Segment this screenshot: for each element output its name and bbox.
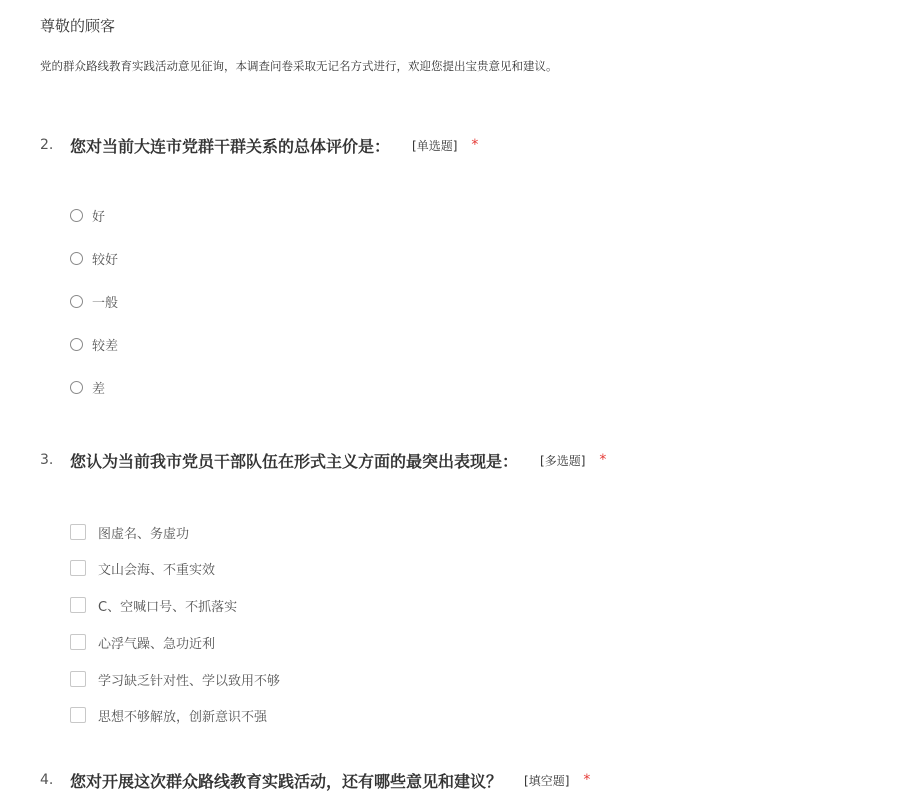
option-label: 图虚名、务虚功 xyxy=(98,526,190,542)
option-empty-slogans[interactable] xyxy=(70,596,237,614)
option-poor[interactable] xyxy=(70,378,105,396)
question-title: 您认为当前我市党员干部队伍在形式主义方面的最突出表现是： xyxy=(70,451,519,471)
question-type-badge: [单选题] xyxy=(412,138,458,153)
option-fairly-good[interactable] xyxy=(70,249,118,267)
question-number: 2. xyxy=(40,137,54,153)
checkbox[interactable] xyxy=(70,671,86,687)
option-fairly-poor[interactable] xyxy=(70,335,118,353)
question-title: 您对开展这次群众路线教育实践活动，还有哪些意见和建议？ xyxy=(70,771,503,791)
option-label: 心浮气躁、急功近利 xyxy=(98,636,216,652)
checkbox[interactable] xyxy=(70,707,86,723)
checkbox[interactable] xyxy=(70,634,86,650)
option-vain-fame[interactable] xyxy=(70,523,189,541)
radio-button[interactable] xyxy=(70,252,83,265)
option-label: 一般 xyxy=(92,295,119,311)
radio-button[interactable] xyxy=(70,209,83,222)
question-title: 您对当前大连市党群干群关系的总体评价是： xyxy=(70,136,391,156)
option-good[interactable] xyxy=(70,206,105,224)
option-label: 较好 xyxy=(92,252,119,268)
option-label: 文山会海、不重实效 xyxy=(98,562,216,578)
required-marker: * xyxy=(583,772,591,788)
radio-button[interactable] xyxy=(70,295,83,308)
checkbox[interactable] xyxy=(70,560,86,576)
question-2 xyxy=(40,133,478,157)
checkbox[interactable] xyxy=(70,524,86,540)
option-label: 学习缺乏针对性、学以致用不够 xyxy=(98,673,281,689)
survey-greeting: 尊敬的顾客 xyxy=(40,17,116,35)
checkbox[interactable] xyxy=(70,597,86,613)
radio-button[interactable] xyxy=(70,381,83,394)
radio-button[interactable] xyxy=(70,338,83,351)
option-label: 思想不够解放，创新意识不强 xyxy=(98,709,268,725)
question-4 xyxy=(40,768,590,792)
question-number: 4. xyxy=(40,772,54,788)
question-type-badge: [填空题] xyxy=(524,773,570,788)
option-average[interactable] xyxy=(70,292,118,310)
question-3 xyxy=(40,448,606,472)
question-type-badge: [多选题] xyxy=(540,453,586,468)
option-lack-innovation[interactable] xyxy=(70,706,267,724)
required-marker: * xyxy=(599,452,607,468)
option-label: C、空喊口号、不抓落实 xyxy=(98,599,238,615)
option-learning-gap[interactable] xyxy=(70,670,280,688)
option-impetuous[interactable] xyxy=(70,633,215,651)
option-excessive-meetings[interactable] xyxy=(70,559,215,577)
option-label: 好 xyxy=(92,209,106,225)
survey-intro-text: 党的群众路线教育实践活动意见征询，本调查问卷采取无记名方式进行，欢迎您提出宝贵意见和建议。 xyxy=(40,59,558,73)
option-label: 较差 xyxy=(92,338,119,354)
question-number: 3. xyxy=(40,452,54,468)
required-marker: * xyxy=(471,137,479,153)
option-label: 差 xyxy=(92,381,106,397)
